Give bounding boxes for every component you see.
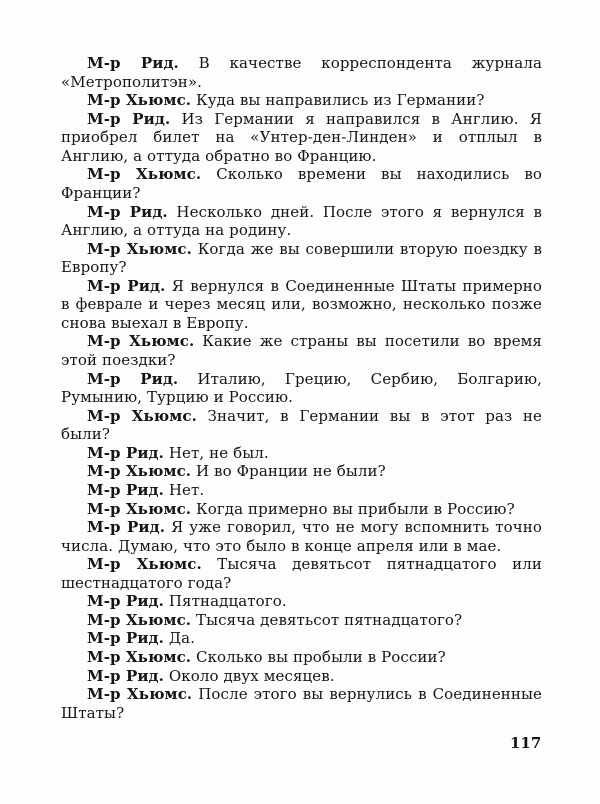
line-text: И во Франции не были? [196, 462, 386, 481]
speaker-name: М-р Хьюмс. [87, 555, 202, 574]
dialogue-line-21 [61, 667, 542, 686]
speaker-name: М-р Рид. [87, 369, 179, 388]
dialogue-line-1 [61, 54, 542, 91]
dialogue-line-4 [61, 165, 542, 202]
dialogue-line-2 [61, 91, 542, 110]
dialogue-line-3 [61, 110, 542, 166]
dialogue-line-14 [61, 500, 542, 519]
page-number: 117 [510, 734, 542, 752]
line-text: Пятнадцатого. [168, 592, 287, 611]
line-text: Италию, Грецию, Сербию, Болгарию, Румынию, Турцию и Россию. [61, 369, 542, 407]
dialogue-line-17 [61, 592, 542, 611]
line-text: Значит, в Германии вы в этот раз не были? [61, 406, 543, 444]
line-text: Из Германии я направился в Англию. Я приобрел билет на «Унтер-ден-Линден» и отплыл в Англию, а оттуда обратно во Францию. [61, 109, 542, 165]
line-text: Тысяча девятьсот пятнадцатого или шестнадцатого года? [61, 555, 542, 592]
line-text: Куда вы направились из Германии? [196, 91, 485, 110]
line-text: Сколько времени вы находились во Франции? [61, 165, 542, 202]
dialogue-line-9 [61, 370, 542, 407]
line-text: Тысяча девятьсот пятнадцатого? [196, 610, 463, 629]
dialogue-line-11 [61, 444, 542, 463]
speaker-name: М-р Хьюмс. [87, 332, 195, 351]
line-text: Когда же вы совершили вторую поездку в Европу? [61, 239, 542, 277]
speaker-name: М-р Рид. [87, 109, 171, 128]
speaker-name: М-р Рид. [87, 54, 179, 72]
line-text: Я вернулся в Соединенные Штаты примерно в феврале и через месяц или, возможно, несколько позже снова выехал в Европу. [61, 276, 543, 332]
dialogue-line-22 [61, 685, 542, 722]
line-text: В качестве корреспондента журнала «Метрополитэн». [61, 54, 542, 91]
speaker-name: М-р Рид. [87, 276, 166, 295]
dialogue-text [61, 54, 542, 722]
line-text: Когда примерно вы прибыли в Россию? [196, 499, 515, 518]
dialogue-line-12 [61, 462, 542, 481]
speaker-name: М-р Рид. [87, 202, 168, 221]
line-text: Нет. [168, 480, 205, 499]
speaker-name: М-р Рид. [87, 666, 164, 685]
dialogue-line-5 [61, 203, 542, 240]
dialogue-line-10 [61, 407, 542, 444]
speaker-name: М-р Хьюмс. [87, 499, 192, 518]
dialogue-line-19 [61, 629, 542, 648]
dialogue-line-20 [61, 648, 542, 667]
speaker-name: М-р Хьюмс. [87, 239, 192, 258]
line-text: После этого вы вернулись в Соединенные Штаты? [61, 685, 543, 722]
dialogue-line-18 [61, 611, 542, 630]
dialogue-line-8 [61, 332, 542, 369]
line-text: Какие же страны вы посетили во время этой поездки? [61, 332, 542, 369]
speaker-name: М-р Хьюмс. [87, 165, 202, 184]
speaker-name: М-р Хьюмс. [87, 648, 192, 666]
speaker-name: М-р Хьюмс. [87, 406, 197, 425]
speaker-name: М-р Рид. [87, 518, 166, 537]
line-text: Нет, не был. [168, 443, 269, 462]
speaker-name: М-р Хьюмс. [87, 462, 192, 481]
speaker-name: М-р Рид. [87, 480, 164, 499]
speaker-name: М-р Хьюмс. [87, 610, 192, 629]
dialogue-line-6 [61, 240, 542, 277]
speaker-name: М-р Рид. [87, 443, 164, 462]
line-text: Сколько вы пробыли в России? [196, 648, 446, 666]
speaker-name: М-р Хьюмс. [87, 91, 192, 110]
dialogue-line-15 [61, 518, 542, 555]
speaker-name: М-р Рид. [87, 592, 164, 611]
dialogue-line-13 [61, 481, 542, 500]
speaker-name: М-р Рид. [87, 629, 164, 648]
line-text: Несколько дней. После этого я вернулся в Англию, а оттуда на родину. [61, 202, 543, 240]
speaker-name: М-р Хьюмс. [87, 685, 193, 704]
dialogue-line-7 [61, 277, 542, 333]
line-text: Я уже говорил, что не могу вспомнить точно числа. Думаю, что это было в конце апреля или в мае. [61, 518, 543, 555]
line-text: Да. [168, 629, 196, 648]
dialogue-line-16 [61, 555, 542, 592]
line-text: Около двух месяцев. [168, 666, 335, 685]
